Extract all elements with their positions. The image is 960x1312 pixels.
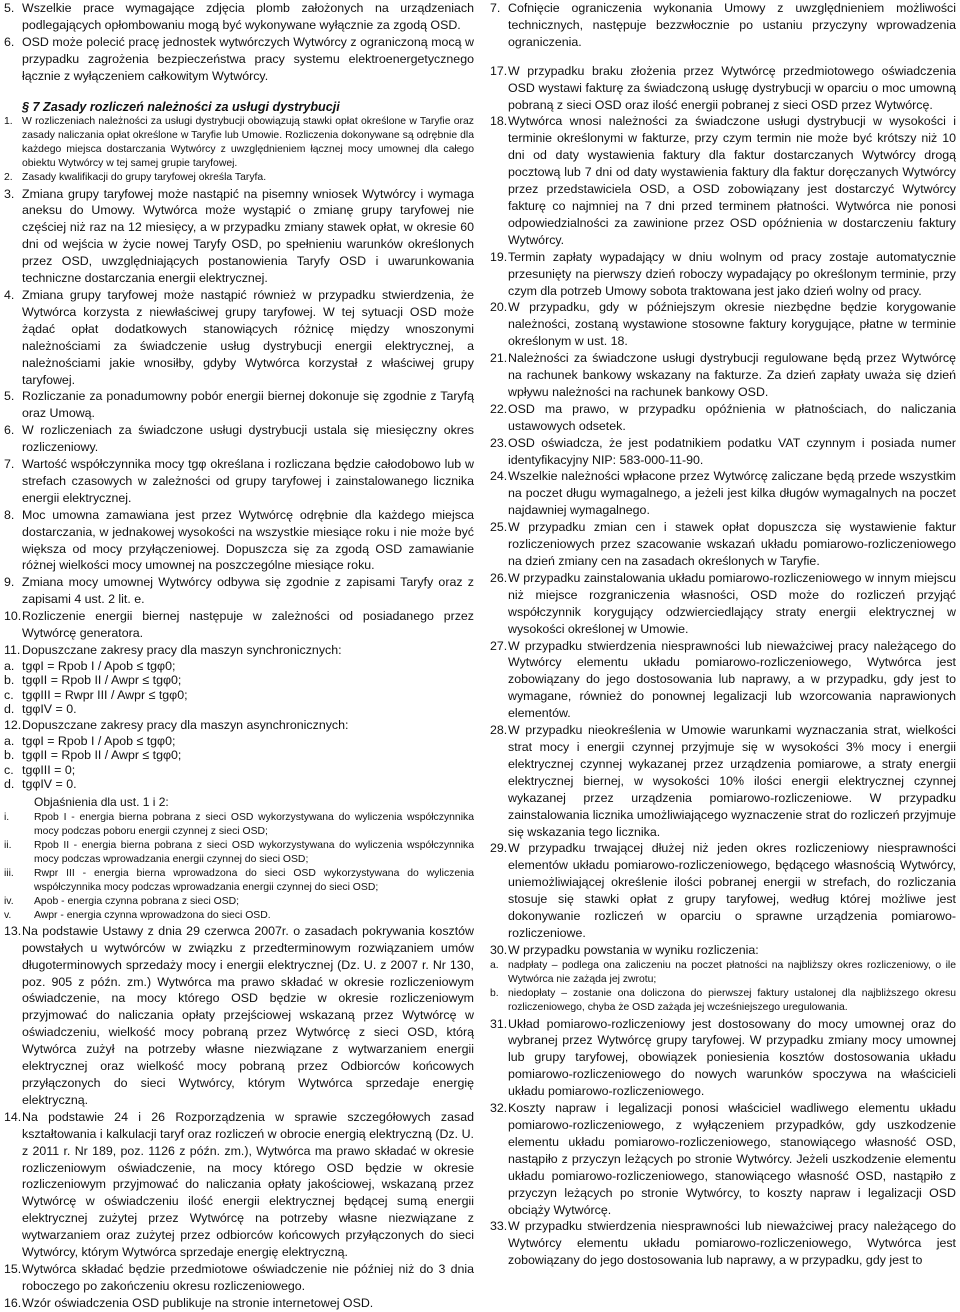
explanations-list — [4, 811, 474, 923]
item-text: tgφIV = 0. — [22, 702, 77, 717]
item-number: 5. — [4, 1, 15, 15]
item-number: 28. — [490, 723, 508, 738]
left-top-items — [4, 0, 474, 85]
item-number: d. — [4, 702, 15, 717]
list-item — [490, 942, 956, 959]
item-text: Cofnięcie ograniczenia wykonania Umowy z uwzględnieniem możliwości technicznych, następuje bezzwłocznie po ustaniu przyczyny wprowadzenia ograniczenia. — [508, 1, 956, 49]
item-text: Koszty napraw i legalizacji ponosi właściciel wadliwego elementu układu pomiarowo-rozliczeniowego, z wyłączeniem przypadków, gdy uszkodzenie elementu układu pomiarowo-rozliczeniowego, stanowiącego własność OSD, nastąpiło z przyczyn leżących po stronie Wytwórcy. Jeżeli uszkodzenie elementu układu pomiarowo-rozliczeniowego, stanowiącego własność OSD, nastąpiło z przyczyn leżących po stronie Wytwórcy, to koszty napraw i legalizacji OSD obciąży Wytwórcę. — [508, 1101, 956, 1217]
item-text: Wzór oświadczenia OSD publikuje na stronie internetowej OSD. — [22, 1295, 374, 1310]
item-number: 10. — [4, 609, 22, 624]
item-number: 6. — [4, 34, 15, 49]
list-item — [490, 468, 956, 519]
list-item — [4, 642, 474, 659]
item-number: a. — [4, 658, 15, 673]
item-text: Apob - energia czynna pobrana z sieci OSD; — [34, 895, 240, 907]
list-item — [490, 401, 956, 435]
list-item — [490, 1100, 956, 1218]
item-text: nadpłaty – podlega ona zaliczeniu na poczet płatności na najbliższy okres rozliczeniowy, o ile Wytwórca nie zażąda jej zwrotu; — [508, 959, 956, 985]
item-number: 16. — [4, 1295, 22, 1310]
list-item — [490, 722, 956, 840]
item-text: Wytwórca wnosi należności za świadczone usługi dystrybucji w wysokości i terminie określonymi w fakturze, przy czym termin nie może być krótszy niż 10 dni od daty wystawienia faktury dla faktur dostarczanych Wytwórcy drogą pocztową lub 7 dni od daty wystawienia faktury dla faktur doręczanych Wytwórcy przez przedstawiciela OSD, a OSD zobowiązany jest dostarczyć Wytwórcy fakturę co najmniej na 7 dni przed terminem płatności. Wytwórca nie ponosi odpowiedzialności za zawinione przez OSD opóźnienia w dostarczeniu faktury Wytwórcy. — [508, 114, 956, 247]
item-number: 30. — [490, 942, 508, 957]
list-item — [4, 659, 474, 674]
list-item — [490, 350, 956, 401]
formulas-asynchronous — [4, 734, 474, 792]
item-number: 4. — [4, 287, 15, 302]
list-item — [490, 299, 956, 350]
item-text: OSD oświadcza, że jest podatnikiem podatku VAT czynnym i posiada numer identyfikacyjny NIP: 583-000-11-90. — [508, 435, 956, 467]
item-text: Termin zapłaty wypadający w dniu wolnym od pracy zostaje automatycznie przesunięty na pierwszy dzień roboczy wypadający po określonym terminie, przy czym dla potrzeb Umowy sobota traktowana jest jako dzień wolny od pracy. — [508, 249, 956, 298]
section-heading: § 7 Zasady rozliczeń należności za usługi dystrybucji — [22, 99, 340, 114]
item-text: Wartość współczynnika mocy tgφ określana i rozliczana będzie całodobowo lub w strefach czasowych w zależności od grupy taryfowej i zainstalowanego licznika energii elektrycznej. — [22, 457, 474, 505]
item-text: Na podstawie 24 i 26 Rozporządzenia w sprawie szczegółowych zasad kształtowania i kalkulacji taryf oraz rozliczeń w obrocie energią elektryczną (Dz. U. z 2011 r. Nr 189, poz. 1126 z późn. zm.), Wytwórca ma prawo składać w okresie rozliczeniowym oświadczenie, na mocy którego OSD będzie w okresie rozliczeniowym przyjmować do naliczania opłaty jakościowej, wskazaną przez Wytwórcę w oświadczeniu ilość energii elektrycznej będącej sumą energii elektrycznej zużytej przez Wytwórcę na potrzeby własne niezwiązane z wytwarzaniem oraz zużytej przez odbiorców końcowych przyłączonych do sieci Wytwórcy, którym Wytwórca sprzedaje energię elektryczną. — [22, 1109, 474, 1260]
list-item — [4, 895, 474, 909]
list-item — [4, 171, 474, 185]
item-number: a. — [4, 733, 15, 748]
item-number: c. — [4, 762, 14, 777]
item-number: 33. — [490, 1219, 508, 1234]
list-item — [4, 456, 474, 507]
item-number: 12. — [4, 717, 22, 732]
item-text: Wszelkie należności wpłacone przez Wytwórcę zaliczane będą przede wszystkim na poczet długu wymagalnego, a jeżeli jest kilka długów wymagalnych na poczet najdawniej wymagalnego. — [508, 469, 956, 518]
list-item — [4, 734, 474, 749]
item-number: 14. — [4, 1109, 22, 1124]
left-small-items — [4, 115, 474, 186]
item-number: 17. — [490, 63, 508, 78]
item-text: Wytwórca składać będzie przedmiotowe oświadczenie nie później niż do 3 dnia roboczego po zakończeniu okresu rozliczeniowego. — [22, 1261, 474, 1293]
item-text: Rozliczenie energii biernej następuje w zależności od posiadanego przez Wytwórcę generatora. — [22, 609, 474, 641]
item-number: 21. — [490, 351, 508, 366]
item-text: W przypadku nieokreślenia w Umowie warunkami wyznaczania strat, wielkości strat mocy i energii czynnej przyjmuje się w wysokości 3% mocy i energii elektrycznej czynnej wykazanej przez urządzenia pomiarowe, a straty energii elektrycznej biernej, w wysokości 10% ilości energii elektrycznej czynnej wykazanej przez urządzenia pomiarowo-rozliczeniowe. W przypadku zainstalowania licznika umożliwiającego wyznaczenie strat do rozliczeń przyjmuje się wskazania tego licznika. — [508, 723, 956, 839]
item-text: tgφI = Rpob I / Apob ≤ tgφ0; — [22, 733, 176, 748]
list-item — [490, 249, 956, 300]
list-item — [490, 1016, 956, 1101]
list-item — [4, 507, 474, 575]
item-text: OSD ma prawo, w przypadku opóźnienia w płatnościach, do naliczania ustawowych odsetek. — [508, 401, 956, 433]
list-item — [4, 0, 474, 34]
list-item — [490, 959, 956, 987]
item-number: 23. — [490, 435, 508, 450]
item-text: Rwpr III - energia bierna wprowadzona do sieci OSD wykorzystywana do wyliczenia współczynnika mocy podczas wprowadzania energii czynnej do sieci OSD; — [34, 867, 474, 893]
list-item — [4, 777, 474, 792]
list-item — [4, 763, 474, 778]
item-text: Zmiana mocy umownej Wytwórcy odbywa się zgodnie z zapisami Taryfy oraz z zapisami 4 ust. 2 lit. e. — [22, 575, 474, 607]
item-number: iv. — [4, 895, 14, 907]
list-item — [490, 840, 956, 941]
item-number: 26. — [490, 570, 508, 585]
item-number: b. — [490, 988, 499, 1000]
item-text: Zasady kwalifikacji do grupy taryfowej określa Taryfa. — [22, 172, 267, 184]
item-text: tgφIII = Rwpr III / Awpr ≤ tgφ0; — [22, 687, 188, 702]
item-text: W przypadku zmian cen i stawek opłat dopuszcza się wystawienie faktur rozliczeniowych przez szacowanie wskazań układu pomiarowo-rozliczeniowego na dzień zmiany cen na zasadach określonych w Taryfie. — [508, 520, 956, 568]
left-main-items — [4, 186, 474, 659]
list-item — [4, 422, 474, 456]
item-text: Należności za świadczone usługi dystrybucji regulowane będą przez Wytwórcę na rachunek bankowy wskazany na fakturze. Za dzień zapłaty uważa się dzień wpływu należności na rachunek bankowy OSD. — [508, 351, 956, 399]
list-item — [490, 63, 956, 114]
list-item — [4, 748, 474, 763]
item-text: Rpob I - energia bierna pobrana z sieci OSD wykorzystywana do wyliczenia współczynnika mocy podczas poboru energii czynnej z sieci OSD; — [34, 811, 474, 837]
item-text: niedopłaty – zostanie ona doliczona do pierwszej faktury ustalonej dla najbliższego okresu rozliczeniowego, chyba że OSD zażąda jej wcześniejszego uregulowania. — [508, 988, 956, 1014]
list-item — [4, 673, 474, 688]
item-text: W przypadku, gdy w późniejszym okresie niezbędne będzie korygowanie należności, zostaną wystawione stosowne faktury korygujące, płatne w terminie określonym w ust. 18. — [508, 300, 956, 349]
item-number: ii. — [4, 839, 12, 851]
item-number: 20. — [490, 300, 508, 315]
list-item — [490, 435, 956, 469]
right-column — [490, 0, 956, 1269]
item-number: iii. — [4, 867, 14, 879]
item-number: 13. — [4, 923, 22, 938]
explanations-title: Objaśnienia dla ust. 1 i 2: — [34, 794, 169, 809]
list-item — [4, 688, 474, 703]
item-number: 22. — [490, 401, 508, 416]
item-number: 1. — [4, 115, 13, 127]
item-30-subitems — [490, 959, 956, 1016]
item-text: Awpr - energia czynna wprowadzona do sieci OSD. — [34, 909, 271, 921]
item-number: 7. — [4, 457, 15, 472]
item-number: 32. — [490, 1101, 508, 1116]
formulas-synchronous — [4, 659, 474, 717]
item-text: tgφIII = 0; — [22, 762, 76, 777]
item-text: tgφII = Rpob II / Awpr ≤ tgφ0; — [22, 673, 182, 688]
item-text: W przypadku zainstalowania układu pomiarowo-rozliczeniowego w innym miejscu niż miejsce rozgraniczenia własności, OSD może do rozliczeń przyjąć współczynnik korygujący odzwierciedlający straty energii elektrycznej w wysokości określonej w Umowie. — [508, 570, 956, 636]
item-number: 11. — [4, 643, 21, 658]
list-item — [4, 811, 474, 839]
item-text: tgφIV = 0. — [22, 777, 77, 792]
item-number: b. — [4, 748, 15, 763]
list-item — [490, 519, 956, 570]
item-number: 31. — [490, 1016, 508, 1031]
item-number: 18. — [490, 114, 508, 129]
item-number: c. — [4, 687, 14, 702]
list-item — [4, 717, 474, 734]
item-text: W przypadku braku złożenia przez Wytwórcę przedmiotowego oświadczenia OSD wystawi fakturę za świadczoną usługę dystrybucji w oparciu o moc umowną pobraną z sieci OSD oraz ilość energii pobranej z sieci OSD przez Wytwórcę. — [508, 63, 956, 112]
list-item — [490, 113, 956, 248]
right-main-items — [490, 63, 956, 959]
item-number: i. — [4, 811, 10, 823]
item-number: 15. — [4, 1261, 22, 1276]
item-text: W przypadku trwającej dłużej niż jeden okres rozliczeniowy niesprawności elementów układu pomiarowo-rozliczeniowego, będącego własnością Wytwórcy, uniemożliwiającej określenie ilości pobranej energii w strefach, do rozliczania stosuje się stawki opłat z grupy taryfowej, według której możliwe jest dokonywanie rozliczeń w oparciu o sprawne urządzenia pomiarowo-rozliczeniowe. — [508, 841, 956, 940]
list-item — [4, 1295, 474, 1312]
left-bottom-items — [4, 923, 474, 1312]
list-item — [4, 115, 474, 172]
item-text: W rozliczeniach za świadczone usługi dystrybucji ustala się miesięczny okres rozliczeniowy. — [22, 423, 474, 455]
list-item — [4, 34, 474, 85]
item-12 — [4, 717, 474, 734]
item-text: tgφII = Rpob II / Awpr ≤ tgφ0; — [22, 748, 182, 763]
list-item — [490, 638, 956, 723]
item-text: Na podstawie Ustawy z dnia 29 czerwca 2007r. o zasadach pokrywania kosztów powstałych u wytwórców w związku z przedterminowym rozwiązaniem umów długoterminowych sprzedaży mocy i energii elektrycznej (Dz. U. z 2007 r. Nr 130, poz. 905 z późn. zm.) Wytwórca ma prawo składać w okresie rozliczeniowym oświadczenie, na mocy którego OSD będzie w okresie rozliczeniowym przyjmować do naliczania opłaty przejściowej wskazaną przez Wytwórcę w oświadczeniu, wielkość mocy pobraną przez Wytwórcę z sieci OSD, którą Wytwórca zużył na potrzeby własne niezwiązane z wytwarzaniem energii elektrycznej oraz wielkość mocy pobraną przez Odbiorców końcowych przyłączonych do sieci Wytwórcy, którym Wytwórca sprzedaje energię elektryczną. — [22, 923, 474, 1107]
item-number: 3. — [4, 186, 15, 201]
item-text: W przypadku powstania w wyniku rozliczenia: — [508, 942, 759, 957]
list-item — [4, 839, 474, 867]
item-number: 5. — [4, 389, 15, 404]
item-number: a. — [490, 959, 499, 971]
item-text: W rozliczeniach należności za usługi dystrybucji obowiązują stawki opłat określone w Taryfie oraz zasady naliczania opłat określone w Taryfie lub Umowie. Rozliczenia dokonywane są odrębnie dla każdego miejsca dostarczania Wytwórcy z uwzględnieniem łącznej mocy umownej dla całego obiektu Wytwórcy w tej samej grupie taryfowej. — [22, 115, 474, 170]
item-text: Zmiana grupy taryfowej może nastąpić również w przypadku stwierdzenia, że Wytwórca korzysta z niewłaściwej grupy taryfowej. W tej sytuacji OSD może żądać opłat dodatkowych stanowiących różnicę między wnoszonymi należnościami za świadczenie usług dystrybucji energii elektrycznej, a należnościami jakie wnosiłby, gdyby Wytwórca korzystał z właściwej grupy taryfowej. — [22, 287, 474, 387]
list-item — [4, 1109, 474, 1261]
item-text: Wszelkie prace wymagające zdjęcia plomb założonych na urządzeniach podlegających opłombowaniu mogą być wykonywane wyłącznie za zgodą OSD. — [22, 1, 474, 32]
item-text: Dopuszczane zakresy pracy dla maszyn asynchronicznych: — [22, 717, 349, 732]
list-item — [490, 570, 956, 638]
item-number: 29. — [490, 841, 508, 856]
list-item — [4, 608, 474, 642]
item-number: 2. — [4, 172, 13, 184]
list-item — [490, 0, 956, 51]
list-item — [4, 909, 474, 923]
item-text: tgφI = Rpob I / Apob ≤ tgφ0; — [22, 658, 176, 673]
item-number: 9. — [4, 575, 15, 590]
right-top-items — [490, 0, 956, 51]
item-text: OSD może polecić pracę jednostek wytwórczych Wytwórcy z ograniczoną mocą w przypadku zagrożenia bezpieczeństwa pracy systemu elektroenergetycznego łącznie z wyłączeniem całkowitym Wytwórcy. — [22, 34, 474, 83]
list-item — [4, 574, 474, 608]
spacer — [490, 51, 956, 63]
item-text: Rpob II - energia bierna pobrana z sieci OSD wykorzystywana do wyliczenia współczynnika mocy podczas wprowadzania energii czynnej do sieci OSD; — [34, 839, 474, 865]
item-text: Układ pomiarowo-rozliczeniowy jest dostosowany do mocy umownej oraz do wybranej przez Wytwórcę grupy taryfowej. W przypadku zmiany mocy umownej lub grupy taryfowej, obowiązek poniesienia kosztów dostosowania układu pomiarowo-rozliczeniowego do nowych warunków spoczywa na właścicieli układu pomiarowo-rozliczeniowego. — [508, 1016, 956, 1099]
item-number: 24. — [490, 469, 508, 484]
left-column — [4, 0, 474, 1312]
item-number: 27. — [490, 638, 508, 653]
item-text: W przypadku stwierdzenia niesprawności lub nieważciwej pracy należącego do Wytwórcy elementu układu pomiarowo-rozliczeniowego, Wytwórca jest zobowiązany do jego dostosowania lub naprawy, a w przypadku, gdy jest to wymagane, również do ponownej legalizacji lub wzorcowania naprawionych elementów. — [508, 638, 956, 721]
item-number: b. — [4, 673, 15, 688]
item-text: Dopuszczane zakresy pracy dla maszyn synchronicznych: — [22, 643, 342, 658]
list-item — [4, 186, 474, 287]
list-item — [4, 1261, 474, 1295]
item-text: Rozliczanie za ponadumowny pobór energii biernej dokonuje się zgodnie z Taryfą oraz Umową. — [22, 389, 474, 421]
item-text: W przypadku stwierdzenia niesprawności lub nieważciwej pracy należącego do Wytwórcy elementu układu pomiarowo-rozliczeniowego, Wytwórca jest zobowiązany do jego dostosowania lub naprawy, a w przypadku, gdy jest to — [508, 1219, 956, 1268]
list-item — [490, 987, 956, 1015]
item-number: 8. — [4, 507, 15, 522]
list-item — [4, 923, 474, 1109]
item-number: 25. — [490, 520, 508, 535]
item-number: 6. — [4, 423, 15, 438]
item-number: 7. — [490, 1, 501, 15]
right-bottom-items — [490, 1016, 956, 1270]
list-item — [4, 287, 474, 388]
list-item — [4, 388, 474, 422]
item-number: 19. — [490, 249, 508, 264]
list-item — [4, 867, 474, 895]
list-item — [490, 1218, 956, 1269]
item-text: Zmiana grupy taryfowej może nastąpić na pisemny wniosek Wytwórcy i wymaga aneksu do Umowy. Wytwórca może wystąpić o zmianę grupy taryfowej nie częściej niż raz na 12 miesięcy, a w przypadku zmiany stawek opłat, w okresie 60 dni od wejścia w życie nowej Taryfy OSD, po spełnieniu warunków określonych przez OSD, uwzględniających postanowienia Taryfy OSD i uwarunkowania techniczne dostarczania energii elektrycznej. — [22, 186, 474, 286]
item-text: Moc umowna zamawiana jest przez Wytwórcę odrębnie dla każdego miejsca dostarczania, w jednakowej wysokości na wszystkie miesiące roku i nie może być większa od mocy przyłączeniowej. Dopuszcza się za zgodą OSD zamawianie różnej wielkości mocy umownej na poszczególne miesiące roku. — [22, 507, 474, 573]
item-number: v. — [4, 909, 12, 921]
item-number: d. — [4, 777, 15, 792]
list-item — [4, 702, 474, 717]
